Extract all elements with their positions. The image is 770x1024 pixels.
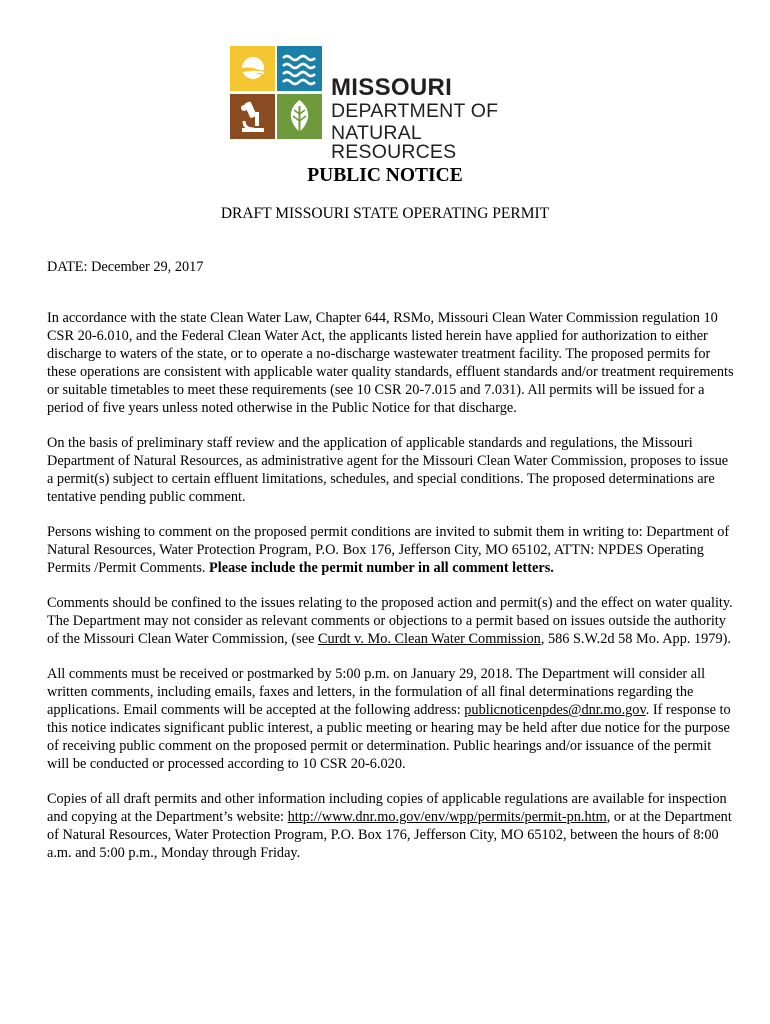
org-name	[331, 76, 542, 163]
copies-text-end: , or at the Department of Natural Resources, Water Protection Program, P.O. Box 176, Jefferson City, MO 65102, between the hours of 8:00 a.m. and 5:00 p.m., Monday through Friday.	[47, 809, 732, 861]
permit-number-instruction: Please include the permit number in all comment letters.	[209, 560, 554, 576]
copies-text: Copies of all draft permits and other information including copies of applicable regulations are available for inspection and copying at the Department’s website:	[47, 791, 727, 825]
comment-deadline-text: All comments must be received or postmarked by 5:00 p.m. on January 29, 2018. The Department will consider all written comments, including emails, faxes and letters, in the formulation of all final determinations regarding the applications. Email comments will be accepted at the following address:	[47, 666, 706, 718]
org-name-line2: DEPARTMENT OF	[331, 100, 499, 122]
notice-title: PUBLIC NOTICE	[307, 165, 463, 186]
case-citation: Curdt v. Mo. Clean Water Commission	[317, 631, 541, 647]
email-link[interactable]: publicnoticenpdes@dnr.mo.gov	[464, 702, 646, 718]
comment-scope-text: Comments should be confined to the issues relating to the proposed action and permit(s) and the effect on water quality. The Department may not consider as relevant comments or objections to a permit based on issues outside the authority of the Missouri Clean Water Commission, (see	[47, 595, 733, 647]
paragraph-submit-comments	[47, 523, 737, 577]
microscope-icon	[230, 94, 275, 139]
leaf-icon	[277, 94, 322, 139]
notice-body	[47, 258, 737, 879]
org-name-line1: MISSOURI	[331, 74, 453, 101]
paragraph-comment-deadline	[47, 665, 737, 773]
comment-deadline-text-end: . If response to this notice indicates significant public interest, a public meeting or hearing may be held after due notice for the purpose of receiving public comment on the proposed permit or determination. Public hearings and/or issuance of the permit will be conducted or processed according to 10 CSR 20-6.020.	[47, 702, 731, 772]
dnr-logo	[230, 46, 542, 163]
paragraph-comment-scope	[47, 594, 737, 648]
paragraph-determination: On the basis of preliminary staff review and the application of applicable standards and regulations, the Missouri Department of Natural Resources, as administrative agent for the Missouri Clean Water Commission, proposes to issue a permit(s) subject to certain effluent limitations, schedules, and special conditions. The proposed determinations are tentative pending public comment.	[47, 435, 729, 505]
comment-scope-text-end: , 586 S.W.2d 58 Mo. App. 1979).	[540, 631, 731, 647]
paragraph-copies	[47, 790, 737, 862]
sun-icon	[230, 46, 275, 91]
org-name-line3: NATURAL RESOURCES	[331, 121, 457, 163]
submit-comments-text: Persons wishing to comment on the proposed permit conditions are invited to submit them in writing to: Department of Natural Resources, Water Protection Program, P.O. Box 176, Jefferson City, MO 65102, ATTN: NPDES Operating Permits /Permit Comments.	[47, 524, 730, 576]
paragraph-authority: In accordance with the state Clean Water Law, Chapter 644, RSMo, Missouri Clean Water Commission regulation 10 CSR 20-6.010, and the Federal Clean Water Act, the applicants listed herein have applied for authorization to either discharge to waters of the state, or to operate a no-discharge wastewater treatment facility. The proposed permits for these operations are consistent with applicable water quality standards, effluent standards and/or treatment requirements or suitable timetables to meet these requirements (see 10 CSR 20-7.015 and 7.031). All permits will be issued for a period of five years unless noted otherwise in the Public Notice for that discharge.	[47, 310, 734, 416]
website-link[interactable]: http://www.dnr.mo.gov/env/wpp/permits/permit-pn.htm	[287, 809, 607, 825]
notice-subtitle: DRAFT MISSOURI STATE OPERATING PERMIT	[220, 205, 550, 222]
notice-date: DATE: December 29, 2017	[47, 259, 204, 275]
water-waves-icon	[277, 46, 322, 91]
